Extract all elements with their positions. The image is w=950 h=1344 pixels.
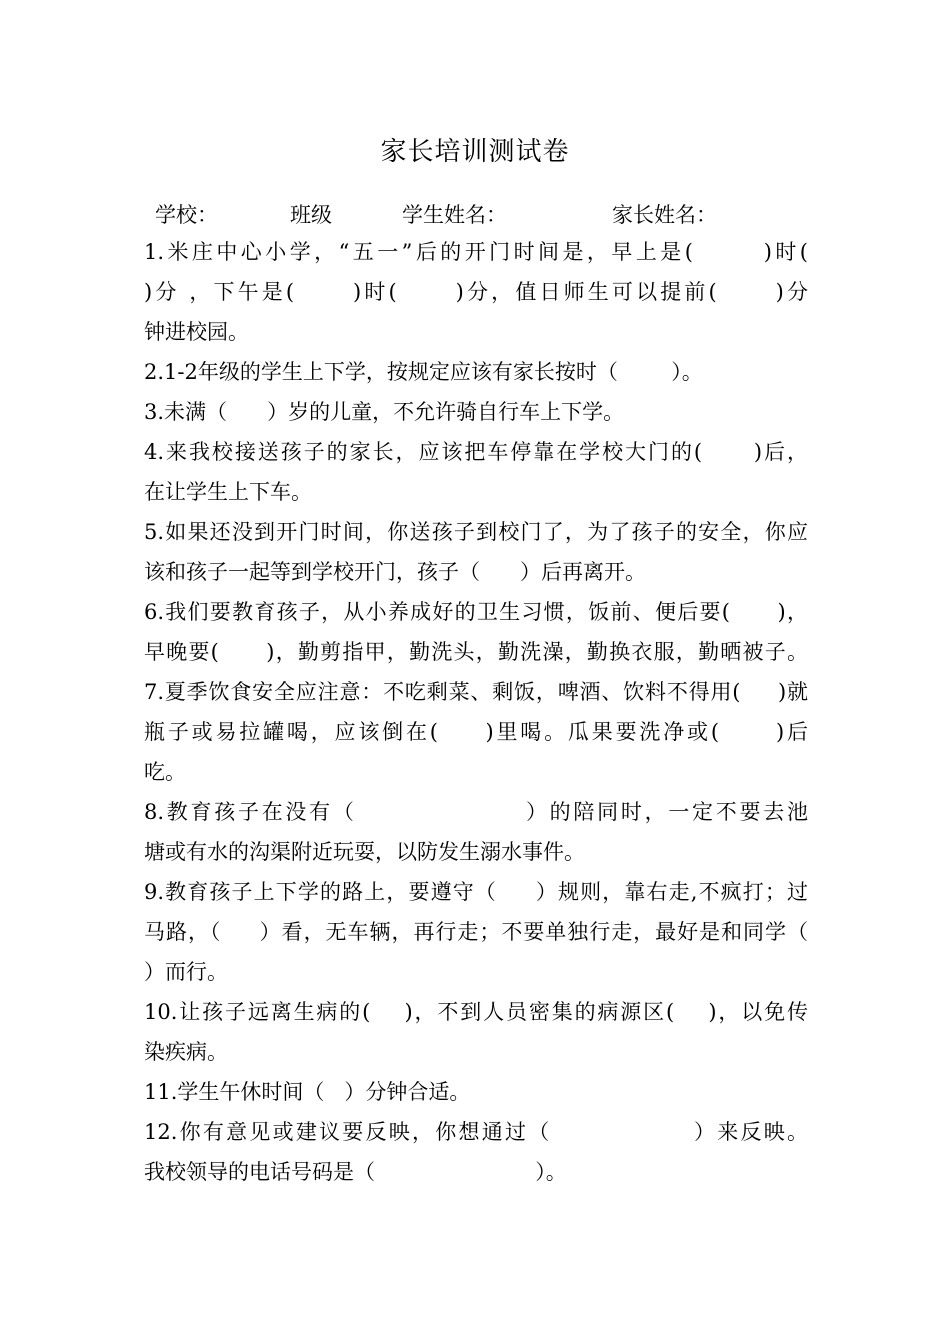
question-5-line-1: 5.如果还没到开门时间，你送孩子到校门了，为了孩子的安全，你应 [144,520,808,544]
question-2: 2.1-2年级的学生上下学，按规定应该有家长按时（ ）。 [144,360,703,384]
question-1-line-2: )分 ，下午是( )时( )分，值日师生可以提前( )分 [144,280,808,304]
question-1-line-1: 1.米庄中心小学，“五一”后的开门时间是，早上是( )时( [144,240,808,264]
question-9-line-2: 马路，（ ）看，无车辆，再行走；不要单独行走，最好是和同学（ [144,920,808,944]
question-6-line-1: 6.我们要教育孩子，从小养成好的卫生习惯，饭前、便后要( )， [144,600,808,624]
page-title: 家长培训测试卷 [380,137,570,167]
question-5-line-2: 该和孩子一起等到学校开门，孩子（ ）后再离开。 [144,560,647,584]
question-12-line-2: 我校领导的电话号码是（ ）。 [144,1160,567,1184]
question-10-line-1: 10.让孩子远离生病的( )，不到人员密集的病源区( )，以免传 [144,1000,808,1024]
parent-name-label: 家长姓名： [612,203,717,227]
class-label: 班级 [290,203,332,227]
question-3: 3.未满（ ）岁的儿童，不允许骑自行车上下学。 [144,400,625,424]
question-7-line-3: 吃。 [144,760,186,784]
student-info-row [0,199,950,229]
school-label: 学校： [155,203,218,227]
question-10-line-2: 染疾病。 [144,1040,228,1064]
question-4-line-2: 在让学生上下车。 [144,480,312,504]
student-name-label: 学生姓名： [402,203,507,227]
question-1-line-3: 钟进校园。 [144,320,249,344]
question-6-line-2: 早晚要( )，勤剪指甲，勤洗头，勤洗澡，勤换衣服，勤晒被子。 [144,640,808,664]
question-list [144,232,808,1192]
question-9-line-1: 9.教育孩子上下学的路上，要遵守（ ）规则，靠右走,不疯打；过 [144,880,808,904]
question-8-line-1: 8.教育孩子在没有（ ）的陪同时，一定不要去池 [144,800,808,824]
question-7-line-1: 7.夏季饮食安全应注意：不吃剩菜、剩饭，啤酒、饮料不得用( )就 [144,680,808,704]
question-4-line-1: 4.来我校接送孩子的家长，应该把车停靠在学校大门的( )后， [144,440,808,464]
question-8-line-2: 塘或有水的沟渠附近玩耍，以防发生溺水事件。 [144,840,585,864]
question-9-line-3: ）而行。 [144,960,228,984]
question-12-line-1: 12.你有意见或建议要反映，你想通过（ ）来反映。 [144,1120,808,1144]
question-11: 11.学生午休时间（ ）分钟合适。 [144,1080,471,1104]
question-7-line-2: 瓶子或易拉罐喝，应该倒在( )里喝。瓜果要洗净或( )后 [144,720,808,744]
